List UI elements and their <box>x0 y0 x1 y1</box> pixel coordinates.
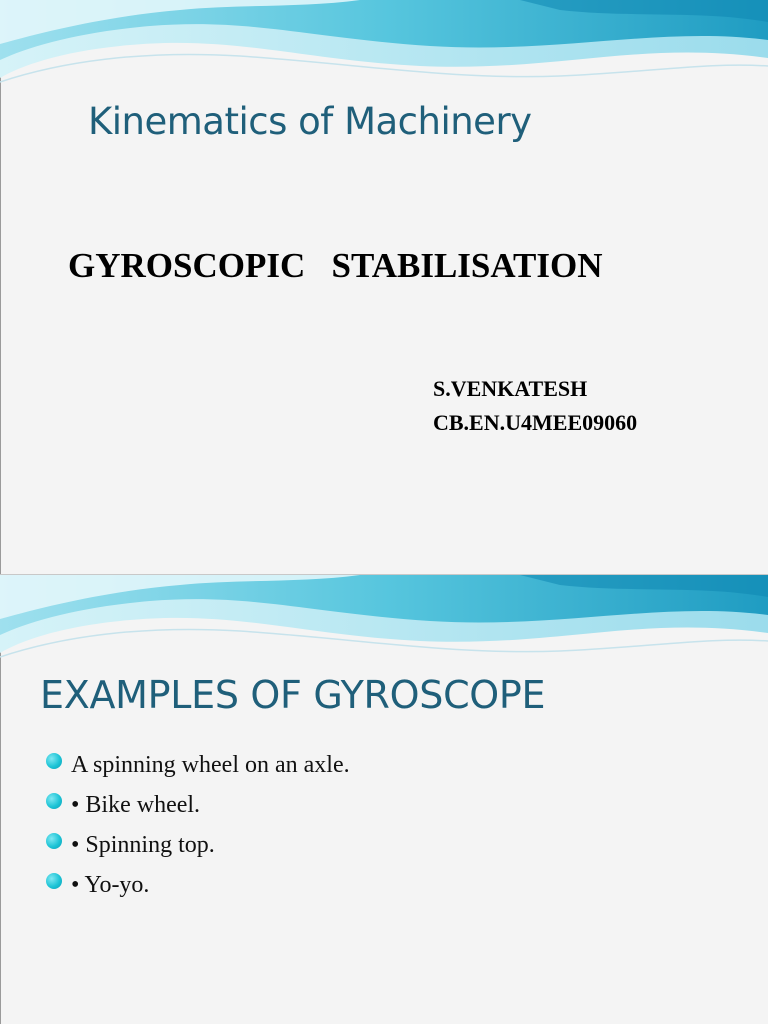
bullet-dot-icon <box>46 793 62 809</box>
list-item-text: • Spinning top. <box>71 831 215 858</box>
list-item-text: • Yo-yo. <box>71 871 150 898</box>
bullet-dot-icon <box>46 753 62 769</box>
examples-slide <box>0 575 768 1024</box>
slide-title: EXAMPLES OF GYROSCOPE <box>40 673 546 717</box>
list-item <box>46 825 350 865</box>
list-item-text: • Bike wheel. <box>71 791 201 818</box>
wave-header-decoration <box>0 575 768 685</box>
list-item <box>46 745 350 785</box>
list-item <box>46 785 350 825</box>
list-item <box>46 865 350 905</box>
slide-subtitle: GYROSCOPIC STABILISATION <box>68 246 603 285</box>
slide-title: Kinematics of Machinery <box>88 100 532 143</box>
list-item-text: A spinning wheel on an axle. <box>71 751 350 778</box>
wave-header-decoration <box>0 0 768 110</box>
bullet-dot-icon <box>46 833 62 849</box>
author-name: S.VENKATESH <box>433 376 588 401</box>
author-id: CB.EN.U4MEE09060 <box>433 410 638 435</box>
author-block <box>433 372 637 440</box>
bullet-list <box>46 745 350 905</box>
bullet-dot-icon <box>46 873 62 889</box>
